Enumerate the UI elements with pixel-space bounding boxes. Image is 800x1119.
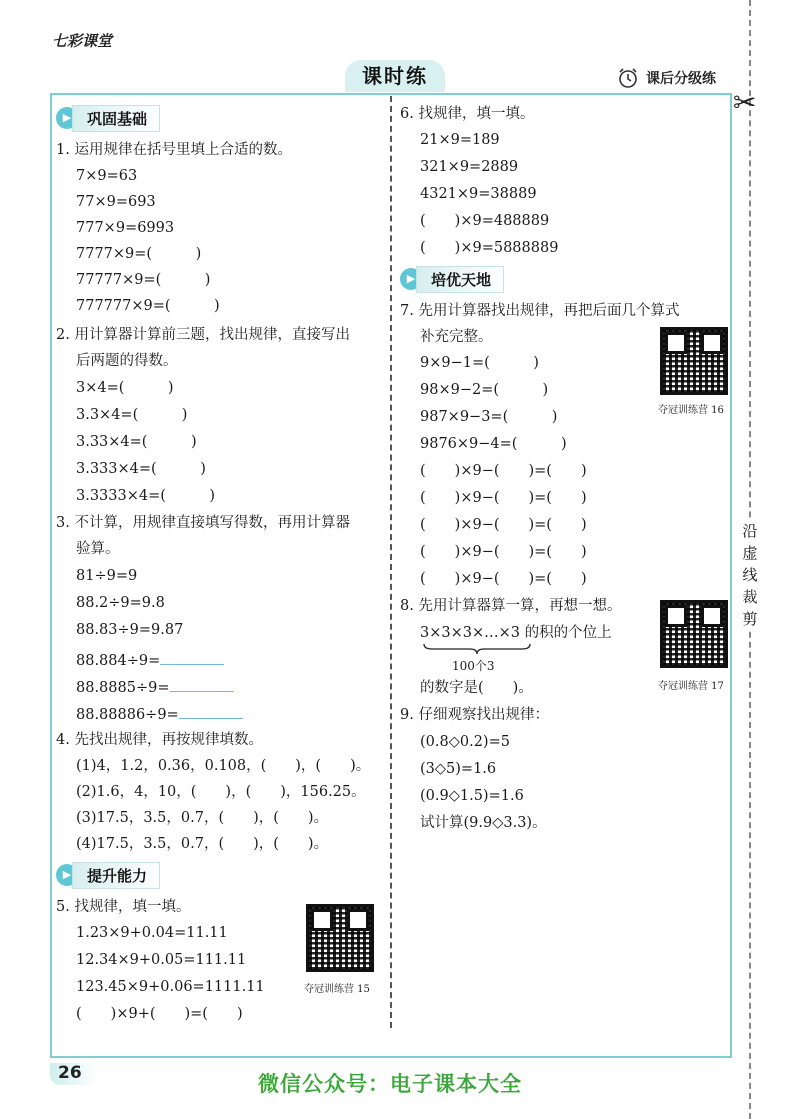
q7-line[interactable]: 9×9−1=( )	[420, 355, 539, 371]
qr-code[interactable]	[306, 904, 374, 972]
page-number: 26	[58, 1063, 82, 1083]
q7-line[interactable]: ( )×9−( )=( )	[420, 544, 587, 560]
column-divider	[390, 96, 392, 1028]
q6-line: 4321×9=38889	[420, 186, 537, 202]
q8-brace-label: 100个3	[452, 659, 495, 673]
q9-line[interactable]: 试计算(9.9◇3.3)。	[420, 815, 547, 831]
q1-line[interactable]: 777777×9=( )	[76, 298, 220, 314]
section-title: 巩固基础	[72, 105, 160, 132]
play-icon: ▶	[56, 107, 78, 129]
qr-code[interactable]	[660, 600, 728, 668]
q1-line: 777×9=6993	[76, 220, 175, 236]
q6-prompt: 6. 找规律，填一填。	[400, 106, 535, 122]
cut-label: 沿虚线裁剪	[737, 520, 763, 630]
section-basics	[56, 105, 160, 131]
q3-expr: 88.884÷9=	[76, 653, 161, 669]
q4-line[interactable]: (1)4，1.2，0.36，0.108，( )，( )。	[76, 758, 371, 774]
alarm-clock-icon	[616, 66, 640, 90]
q3-answer-line[interactable]	[76, 675, 234, 698]
qr-caption: 夺冠训练营 17	[658, 681, 724, 692]
scissors-icon: ✂	[733, 86, 757, 119]
q3-expr: 88.88886÷9=	[76, 707, 179, 723]
q6-line: 321×9=2889	[420, 159, 519, 175]
q8-prompt: 8. 先用计算器算一算，再想一想。	[400, 598, 622, 614]
q6-line[interactable]: ( )×9=5888889	[420, 240, 559, 256]
q9-line: (3◇5)=1.6	[420, 761, 497, 777]
answer-blank[interactable]	[160, 648, 224, 665]
q4-line[interactable]: (4)17.5，3.5，0.7，( )，( )。	[76, 836, 329, 852]
q2-line[interactable]: 3.3333×4=( )	[76, 488, 216, 504]
q9-line: (0.9◇1.5)=1.6	[420, 788, 524, 804]
q5-line: 123.45×9+0.06=1111.11	[76, 979, 265, 995]
q5-line: 12.34×9+0.05=111.11	[76, 952, 247, 968]
q3-prompt: 3. 不计算，用规律直接填写得数，再用计算器	[56, 515, 350, 531]
q8-line[interactable]: 的数字是( )。	[420, 680, 533, 696]
q3-expr: 88.8885÷9=	[76, 680, 170, 696]
q8-product: 3×3×3×…×3	[420, 625, 520, 641]
q7-prompt-cont: 补充完整。	[420, 329, 493, 345]
footer-text: 微信公众号：电子课本大全	[258, 1072, 522, 1096]
q7-line[interactable]: 9876×9−4=( )	[420, 436, 567, 452]
q2-line[interactable]: 3.3×4=( )	[76, 407, 188, 423]
section-improve	[56, 862, 160, 888]
q9-line: (0.8◇0.2)=5	[420, 734, 510, 750]
q3-prompt-cont: 验算。	[76, 541, 120, 557]
level-label: 课后分级练	[646, 71, 716, 87]
q8-text: 的积的个位上	[524, 625, 612, 641]
section-title: 培优天地	[416, 266, 504, 293]
q2-prompt: 2. 用计算器计算前三题，找出规律，直接写出	[56, 327, 350, 343]
q5-line[interactable]: ( )×9+( )=( )	[76, 1006, 243, 1022]
q7-line[interactable]: ( )×9−( )=( )	[420, 517, 587, 533]
q4-line[interactable]: (3)17.5，3.5，0.7，( )，( )。	[76, 810, 329, 826]
q5-line: 1.23×9+0.04=11.11	[76, 925, 228, 941]
q7-line[interactable]: ( )×9−( )=( )	[420, 490, 587, 506]
q6-line[interactable]: ( )×9=488889	[420, 213, 550, 229]
play-icon: ▶	[56, 864, 78, 886]
level-tag	[616, 66, 716, 90]
q1-prompt: 1. 运用规律在括号里填上合适的数。	[56, 142, 292, 158]
q7-line[interactable]: 987×9−3=( )	[420, 409, 558, 425]
q4-prompt: 4. 先找出规律，再按规律填数。	[56, 732, 263, 748]
q2-line[interactable]: 3.33×4=( )	[76, 434, 197, 450]
q1-line[interactable]: 7777×9=( )	[76, 246, 202, 262]
underbrace-icon	[422, 642, 532, 656]
q7-prompt: 7. 先用计算器找出规律，再把后面几个算式	[400, 303, 680, 319]
section-advanced	[400, 266, 504, 292]
page-title: 课时练	[345, 60, 445, 92]
q3-answer-line[interactable]	[76, 648, 224, 671]
q2-line[interactable]: 3.333×4=( )	[76, 461, 206, 477]
answer-blank[interactable]	[179, 702, 243, 719]
q6-line: 21×9=189	[420, 132, 500, 148]
brand-logo: 七彩课堂	[52, 32, 113, 50]
q7-line[interactable]: 98×9−2=( )	[420, 382, 549, 398]
answer-blank[interactable]	[170, 675, 234, 692]
q9-prompt: 9. 仔细观察找出规律：	[400, 707, 549, 723]
q3-line: 88.2÷9=9.8	[76, 595, 165, 611]
qr-caption: 夺冠训练营 15	[304, 984, 370, 995]
q8-expression	[420, 623, 612, 643]
section-title: 提升能力	[72, 862, 160, 889]
q3-answer-line[interactable]	[76, 702, 243, 725]
q3-line: 88.83÷9=9.87	[76, 622, 184, 638]
q2-line[interactable]: 3×4=( )	[76, 380, 174, 396]
q1-line: 7×9=63	[76, 168, 138, 184]
q5-prompt: 5. 找规律，填一填。	[56, 899, 191, 915]
q7-line[interactable]: ( )×9−( )=( )	[420, 463, 587, 479]
q1-line[interactable]: 77777×9=( )	[76, 272, 211, 288]
q7-line[interactable]: ( )×9−( )=( )	[420, 571, 587, 587]
qr-caption: 夺冠训练营 16	[658, 405, 724, 416]
qr-code[interactable]	[660, 327, 728, 395]
q1-line: 77×9=693	[76, 194, 156, 210]
play-icon: ▶	[400, 268, 422, 290]
q3-line: 81÷9=9	[76, 568, 138, 584]
q2-prompt-cont: 后两题的得数。	[76, 353, 178, 369]
q4-line[interactable]: (2)1.6，4，10，( )，( )，156.25。	[76, 784, 366, 800]
